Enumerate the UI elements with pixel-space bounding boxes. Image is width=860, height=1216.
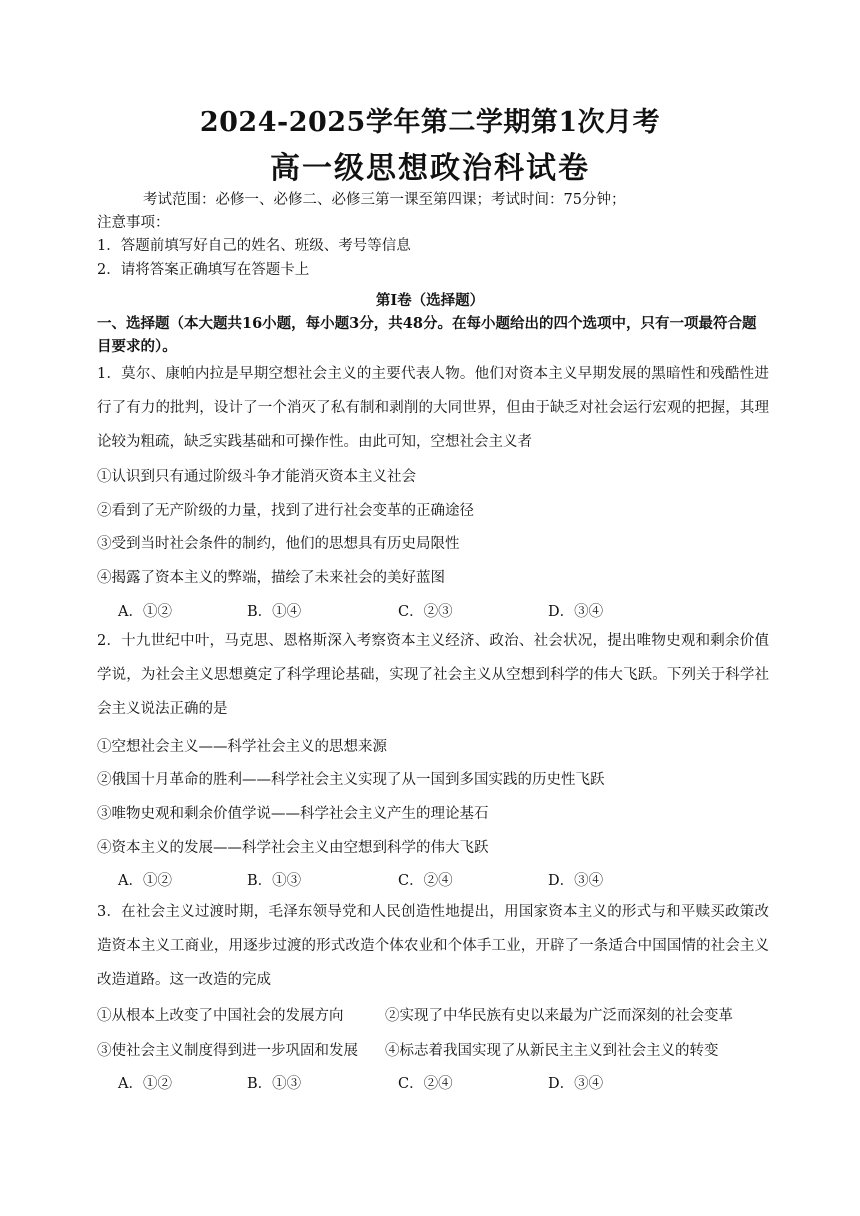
- question-item: ④标志着我国实现了从新民主主义到社会主义的转变: [385, 1043, 719, 1059]
- question-item: ②实现了中华民族有史以来最为广泛而深刻的社会变革: [385, 1008, 733, 1024]
- question-item: ①认识到只有通过阶级斗争才能消灭资本主义社会: [97, 469, 416, 485]
- answer-option-a: A．①②: [118, 604, 172, 620]
- question-item: ③使社会主义制度得到进一步巩固和发展: [97, 1043, 358, 1059]
- answer-option-a: A．①②: [118, 1076, 172, 1092]
- answer-option-d: D．③④: [548, 873, 604, 889]
- note-item: 1．答题前填写好自己的姓名、班级、考号等信息: [97, 238, 411, 254]
- note-item: 2．请将答案正确填写在答题卡上: [97, 262, 310, 278]
- question-stem: 1．莫尔、康帕内拉是早期空想社会主义的主要代表人物。他们对资本主义早期发展的黑暗性和残酷性进行了有力的批判，设计了一个消灭了私有制和剥削的大同世界，但由于缺乏对社会运行宏观的把握，其理论较为粗疏，缺乏实践基础和可操作性。由此可知，空想社会主义者: [97, 366, 769, 450]
- exam-scope: 考试范围：必修一、必修二、必修三第一课至第四课；考试时间：75分钟；: [143, 192, 626, 208]
- answer-option-b: B．①③: [247, 873, 302, 889]
- answer-option-b: B．①④: [247, 604, 302, 620]
- answer-option-a: A．①②: [118, 873, 172, 889]
- answer-option-c: C．②④: [398, 873, 453, 889]
- question-item: ③受到当时社会条件的制约，他们的思想具有历史局限性: [97, 536, 460, 552]
- answer-option-b: B．①③: [247, 1076, 302, 1092]
- question-item: ①空想社会主义——科学社会主义的思想来源: [97, 739, 387, 755]
- answer-option-c: C．②④: [398, 1076, 453, 1092]
- question-item: ①从根本上改变了中国社会的发展方向: [97, 1008, 344, 1024]
- question-stem: 3．在社会主义过渡时期，毛泽东领导党和人民创造性地提出，用国家资本主义的形式与和平赎买政策改造资本主义工商业，用逐步过渡的形式改造个体农业和个体手工业，开辟了一条适合中国国情的社会主义改造道路。这一改造的完成: [97, 904, 769, 988]
- section-instructions: 一、选择题（本大题共16小题，每小题3分，共48分。在每小题给出的四个选项中，只有一项最符合题目要求的）。: [97, 315, 757, 355]
- question-item: ④资本主义的发展——科学社会主义由空想到科学的伟大飞跃: [97, 840, 489, 856]
- exam-title: 2024-2025学年第二学期第1次月考: [199, 107, 661, 138]
- exam-subtitle: 高一级思想政治科试卷: [270, 151, 590, 186]
- question-item: ④揭露了资本主义的弊端，描绘了未来社会的美好蓝图: [97, 570, 445, 586]
- answer-option-d: D．③④: [548, 1076, 604, 1092]
- question-item: ②看到了无产阶级的力量，找到了进行社会变革的正确途径: [97, 503, 474, 519]
- question-item: ②俄国十月革命的胜利——科学社会主义实现了从一国到多国实践的历史性飞跃: [97, 772, 605, 788]
- question-item: ③唯物史观和剩余价值学说——科学社会主义产生的理论基石: [97, 806, 489, 822]
- answer-option-d: D．③④: [548, 604, 604, 620]
- question-stem: 2．十九世纪中叶，马克思、恩格斯深入考察资本主义经济、政治、社会状况，提出唯物史观和剩余价值学说，为社会主义思想奠定了科学理论基础，实现了社会主义从空想到科学的伟大飞跃。下列关于科学社会主义说法正确的是: [97, 633, 769, 717]
- answer-option-c: C．②③: [398, 604, 453, 620]
- section-title: 第Ⅰ卷（选择题）: [375, 292, 485, 309]
- notes-label: 注意事项：: [97, 215, 170, 231]
